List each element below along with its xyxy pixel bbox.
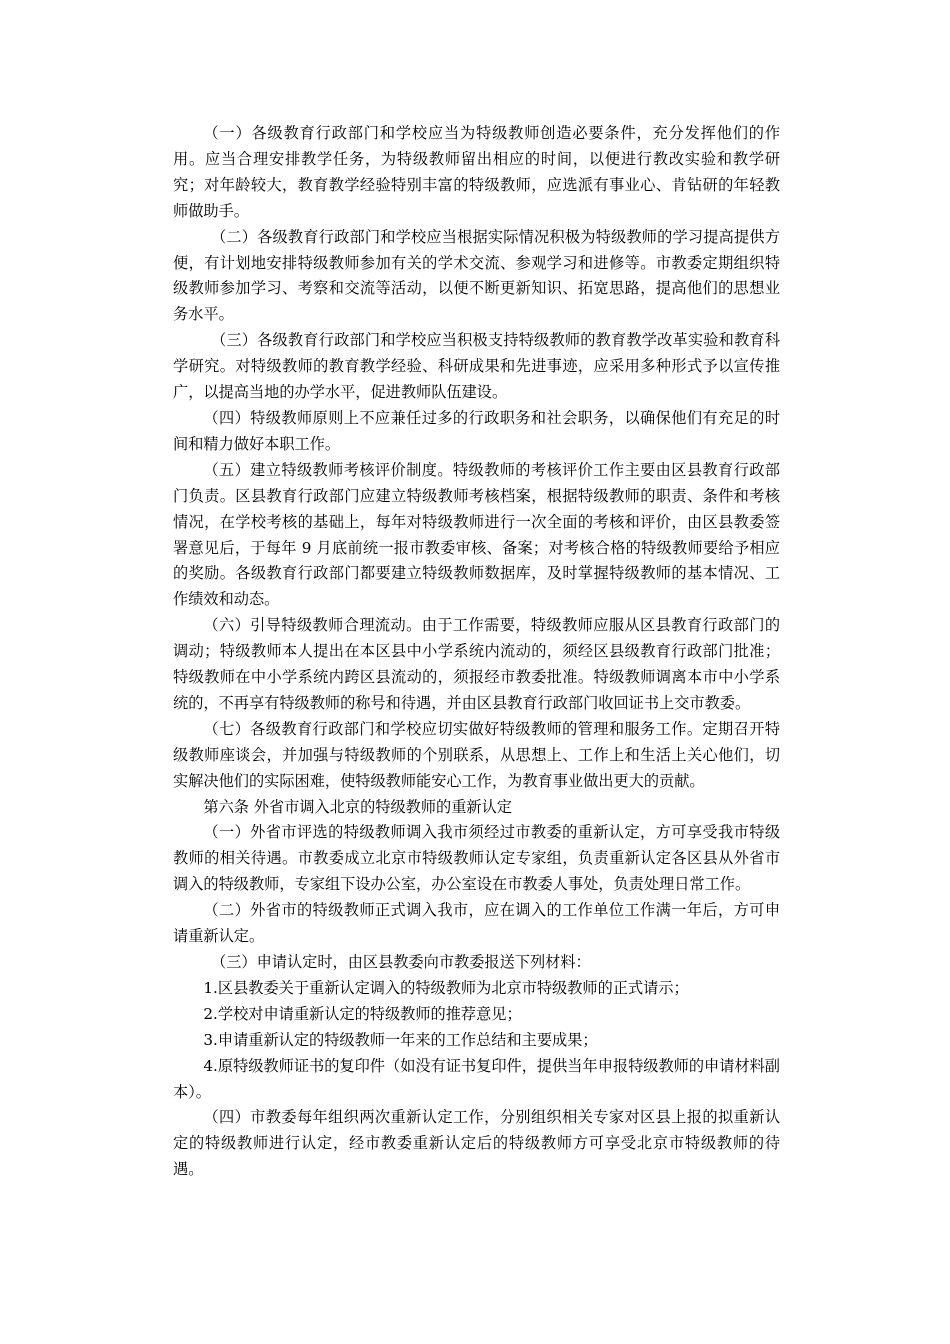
- list-item-3: 3.申请重新认定的特级教师一年来的工作总结和主要成果；: [203, 1030, 598, 1049]
- document-page: [173, 121, 780, 1183]
- paragraph-item-6: （六）引导特级教师合理流动。由于工作需要，特级教师应服从区县教育行政部门的调动；特级教师本人提出在本区县中小学系统内流动的，须经区县级教育行政部门批准；特级教师在中小学系统内跨区县流动的，须报经市教委批准。特级教师调离本市中小学系统的，不再享有特级教师的称号和待遇，并由区县教育行政部门收回证书上交市教委。: [173, 616, 780, 712]
- paragraph-item-2: （二）各级教育行政部门和学校应当根据实际情况积极为特级教师的学习提高提供方便，有计划地安排特级教师参加有关的学术交流、参观学习和进修等。市教委定期组织特级教师参加学习、考察和交流等活动，以便不断更新知识、拓宽思路，提高他们的思想业务水平。: [173, 227, 780, 324]
- paragraph-item-3: （三）各级教育行政部门和学校应当积极支持特级教师的教育教学改革实验和教育科学研究。对特级教师的教育教学经验、科研成果和先进事迹，应采用多种形式予以宣传推广，以提高当地的办学水平，促进教师队伍建设。: [173, 331, 780, 402]
- paragraph-item-10: （三）申请认定时，由区县教委向市教委报送下列材料：: [211, 953, 591, 971]
- list-item-1: 1.区县教委关于重新认定调入的特级教师为北京市特级教师的正式请示；: [203, 978, 689, 997]
- paragraph-item-9: （二）外省市的特级教师正式调入我市，应在调入的工作单位工作满一年后，方可申请重新认定。: [173, 901, 780, 946]
- paragraph-item-11: （四）市教委每年组织两次重新认定工作，分别组织相关专家对区县上报的拟重新认定的特级教师进行认定，经市教委重新认定后的特级教师方可享受北京市特级教师的待遇。: [173, 1108, 780, 1179]
- paragraph-item-7: （七）各级教育行政部门和学校应切实做好特级教师的管理和服务工作。定期召开特级教师座谈会，并加强与特级教师的个别联系，从思想上、工作上和生活上关心他们，切实解决他们的实际困难，使特级教师能安心工作，为教育事业做出更大的贡献。: [173, 719, 780, 790]
- list-item-2: 2.学校对申请重新认定的特级教师的推荐意见；: [203, 1004, 522, 1023]
- article-heading: 第六条 外省市调入北京的特级教师的重新认定: [203, 797, 512, 816]
- list-item-4: 4.原特级教师证书的复印件（如没有证书复印件，提供当年申报特级教师的申请材料副本）。: [173, 1056, 780, 1101]
- paragraph-item-8: （一）外省市评选的特级教师调入我市须经过市教委的重新认定，方可享受我市特级教师的相关待遇。市教委成立北京市特级教师认定专家组，负责重新认定各区县从外省市调入的特级教师，专家组下设办公室，办公室设在市教委人事处，负责处理日常工作。: [173, 823, 780, 894]
- paragraph-item-4: （四）特级教师原则上不应兼任过多的行政职务和社会职务，以确保他们有充足的时间和精力做好本职工作。: [173, 408, 780, 453]
- paragraph-item-1: （一）各级教育行政部门和学校应当为特级教师创造必要条件，充分发挥他们的作用。应当合理安排教学任务，为特级教师留出相应的时间，以便进行教改实验和教学研究；对年龄较大，教育教学经验特别丰富的特级教师，应选派有事业心、肯钻研的年轻教师做助手。: [173, 124, 780, 220]
- paragraph-item-5: （五）建立特级教师考核评价制度。特级教师的考核评价工作主要由区县教育行政部门负责。区县教育行政部门应建立特级教师考核档案，根据特级教师的职责、条件和考核情况，在学校考核的基础上，每年对特级教师进行一次全面的考核和评价，由区县教委签署意见后，于每年 9 月底前统一报市教委审核、备案；对考核合格的特级教师要给予相应的奖励。各级教育行政部门都要建立特级教师数据库，及时掌握特级教师的基本情况、工作绩效和动态。: [173, 460, 780, 609]
